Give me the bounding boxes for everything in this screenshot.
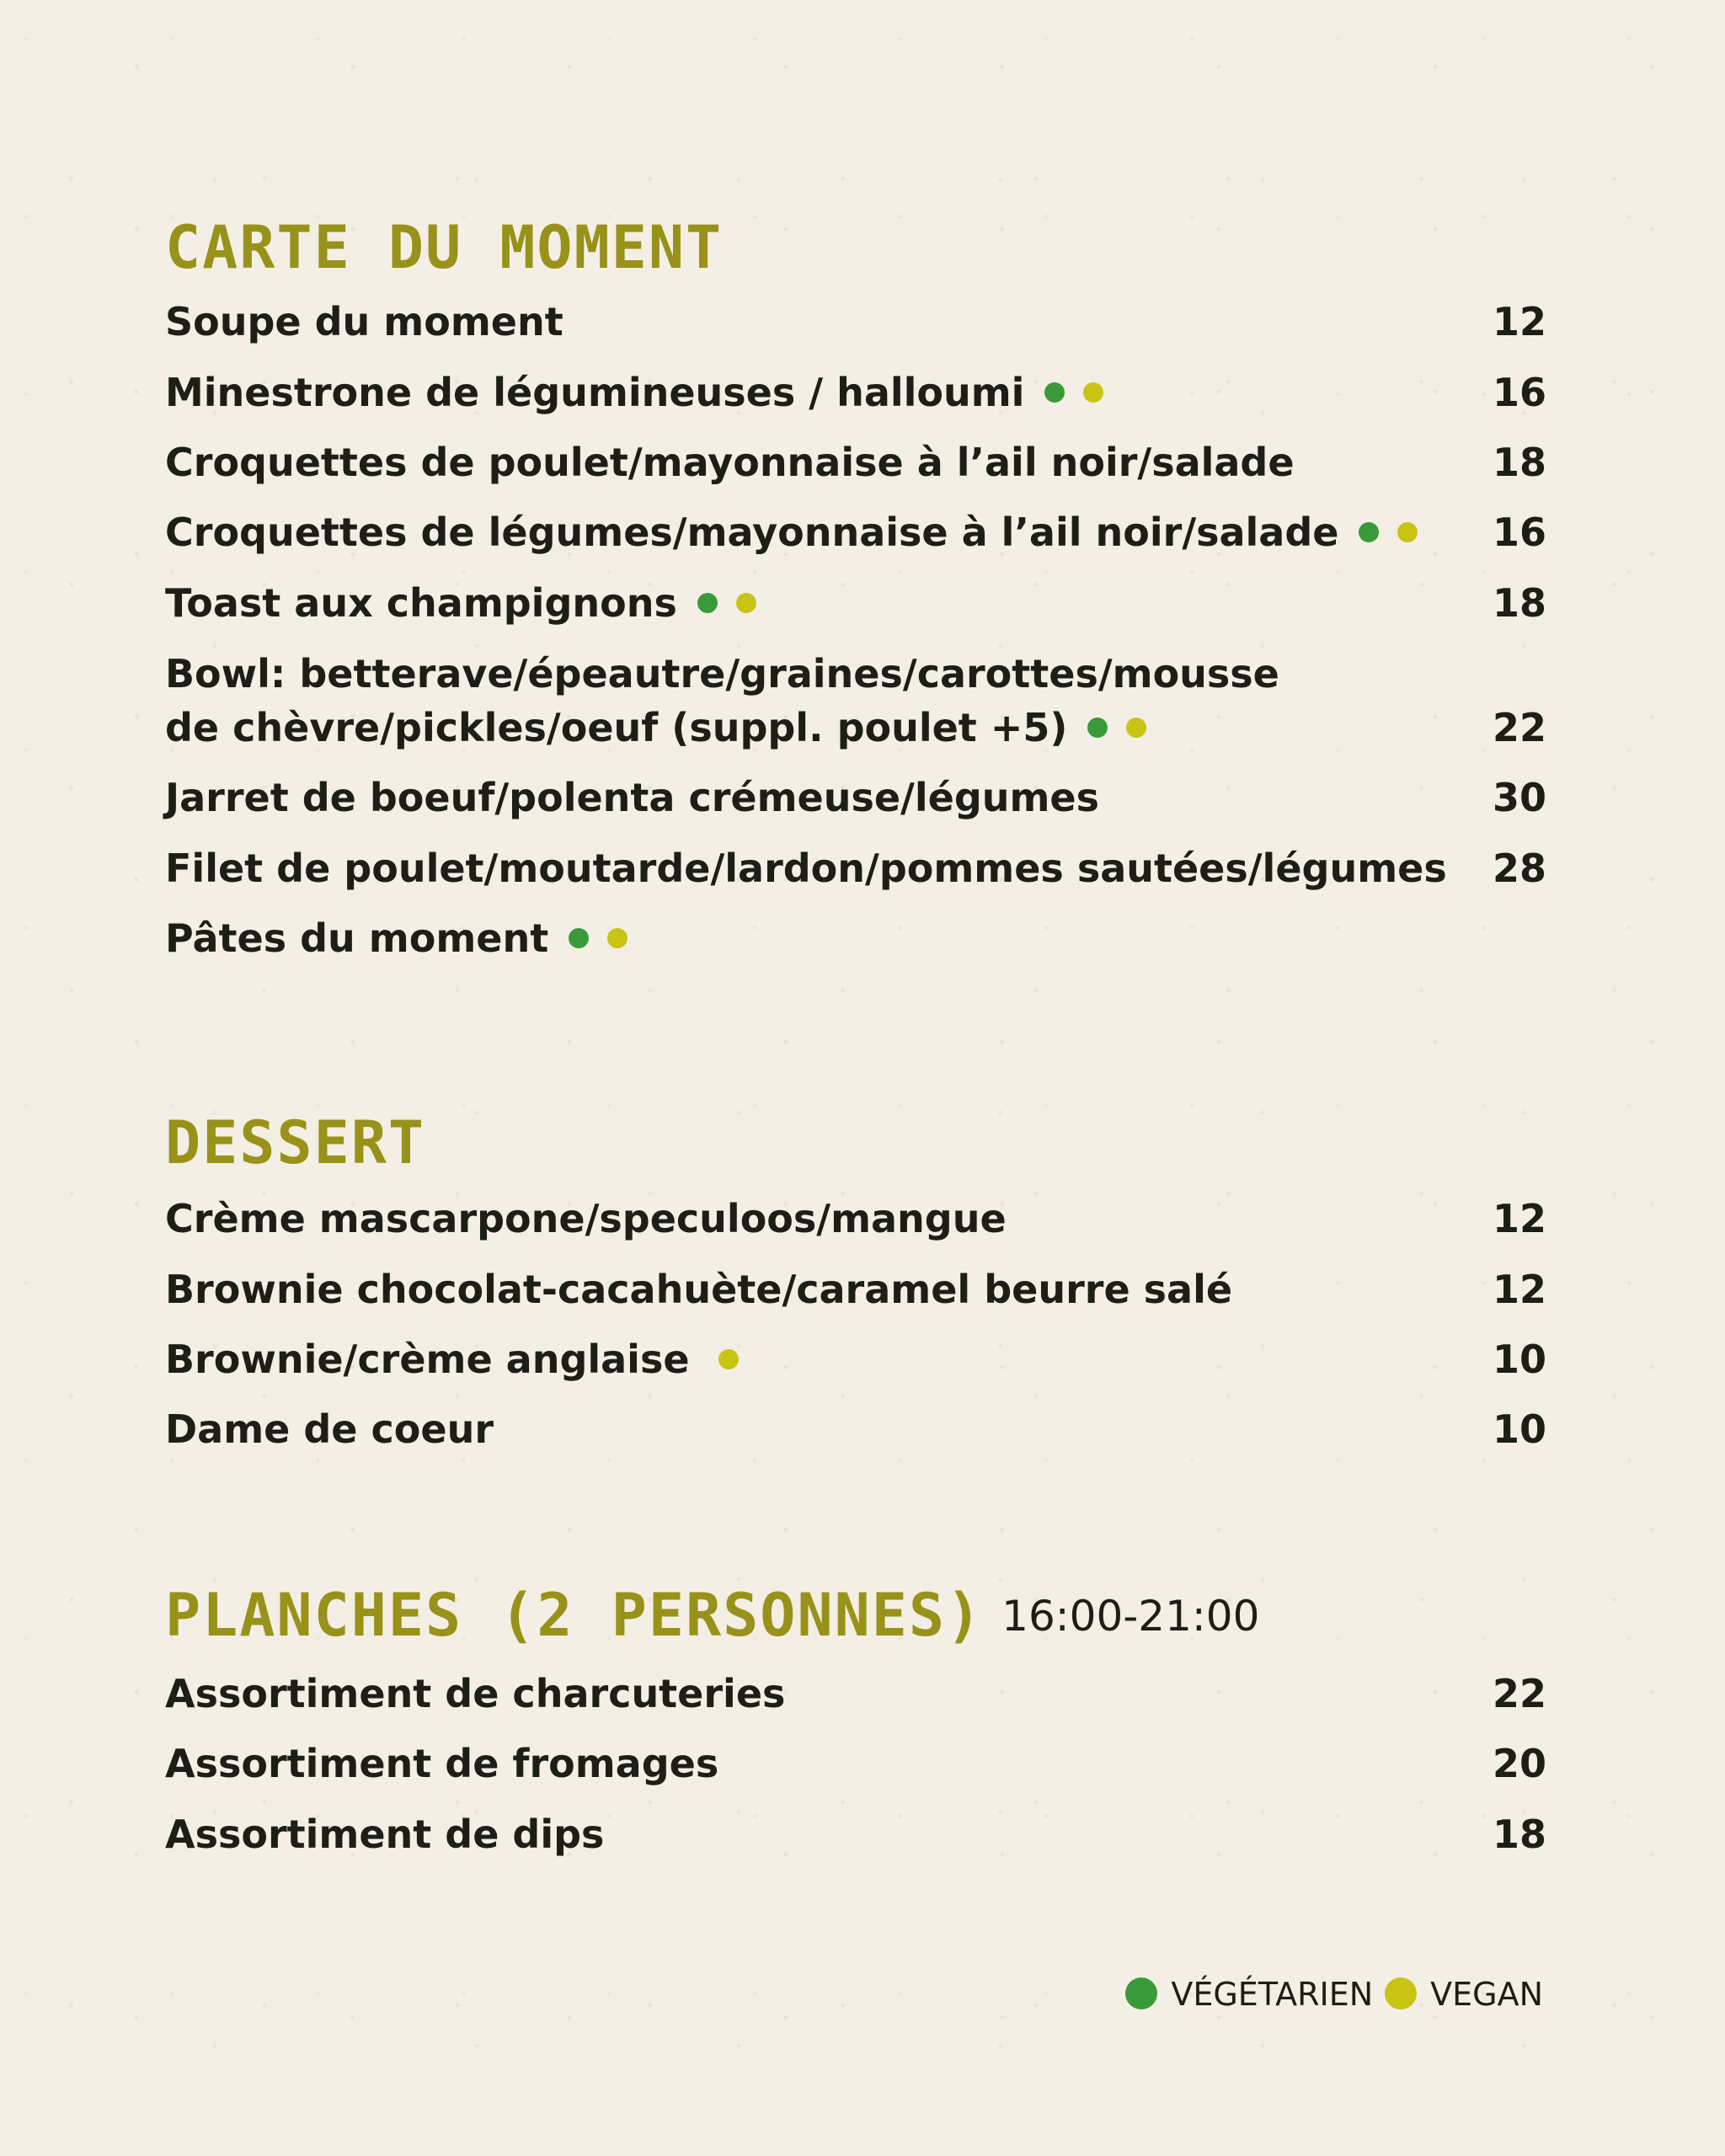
item-price: 22 [1492, 1671, 1546, 1716]
vegan-dot-icon [718, 1349, 739, 1369]
menu-item-brownie-cacahuete [165, 1262, 1546, 1316]
vegan-dot-icon [1397, 522, 1418, 542]
item-price: 10 [1492, 1406, 1546, 1452]
menu-item-croquettes-poulet [165, 435, 1546, 489]
item-name: Dame de coeur [165, 1406, 494, 1452]
menu-item-fromages [165, 1737, 1546, 1790]
section-title-dessert: DESSERT [165, 1108, 426, 1177]
legend-vegan-label: VEGAN [1430, 1976, 1543, 2013]
item-name: Brownie chocolat-cacahuète/caramel beurre salé [165, 1267, 1233, 1312]
item-price: 10 [1492, 1337, 1546, 1382]
menu-item-toast [165, 576, 1546, 630]
item-name-line1: Bowl: betterave/épeautre/graines/carottes/mousse [165, 651, 1279, 696]
vegetarian-dot-icon [1087, 718, 1108, 738]
planches-title-text: PLANCHES (2 PERSONNES) [165, 1581, 984, 1650]
vegan-dot-icon [736, 593, 756, 613]
vegan-dot-icon [1385, 1977, 1417, 2009]
item-name-line2: de chèvre/pickles/oeuf (suppl. poulet +5) [165, 705, 1068, 750]
vegan-dot-icon [607, 928, 628, 948]
item-price: 20 [1492, 1741, 1546, 1786]
menu-item-brownie-anglaise [165, 1332, 1546, 1386]
vegetarian-dot-icon [569, 928, 589, 948]
item-price: 12 [1492, 1267, 1546, 1312]
item-name: Croquettes de légumes/mayonnaise à l’ail noir/salade [165, 510, 1339, 555]
menu-item-charcuteries [165, 1667, 1546, 1721]
planches-hours: 16:00-21:00 [1001, 1592, 1260, 1641]
menu-item-dips [165, 1807, 1546, 1861]
vegan-dot-icon [1126, 718, 1146, 738]
legend-vegetarian-label: VÉGÉTARIEN [1171, 1976, 1374, 2013]
menu-item-soupe [165, 295, 1546, 349]
menu-item-pates [165, 911, 1546, 965]
item-name: Minestrone de légumineuses / halloumi [165, 370, 1025, 415]
item-name: Crème mascarpone/speculoos/mangue [165, 1196, 1007, 1241]
item-name: Soupe du moment [165, 299, 563, 344]
item-price: 16 [1492, 370, 1546, 415]
item-name: Assortiment de charcuteries [165, 1671, 786, 1716]
item-name: Assortiment de fromages [165, 1741, 719, 1786]
menu-item-dame-de-coeur [165, 1402, 1546, 1456]
item-name: Jarret de boeuf/polenta crémeuse/légumes [165, 775, 1100, 820]
item-price: 18 [1492, 440, 1546, 485]
item-price: 30 [1492, 775, 1546, 820]
item-name: Croquettes de poulet/mayonnaise à l’ail noir/salade [165, 440, 1295, 485]
diet-legend [1125, 1972, 1543, 2016]
vegetarian-dot-icon [1044, 382, 1065, 403]
item-price: 12 [1492, 299, 1546, 344]
item-name: Brownie/crème anglaise [165, 1337, 690, 1382]
menu-item-bowl [165, 647, 1546, 755]
item-price: 22 [1492, 705, 1546, 750]
menu-item-filet-poulet [165, 841, 1546, 895]
item-name: Toast aux champignons [165, 580, 677, 626]
item-name: Assortiment de dips [165, 1812, 605, 1857]
vegetarian-dot-icon [697, 593, 718, 613]
item-name: Pâtes du moment [165, 915, 549, 961]
vegetarian-dot-icon [1359, 522, 1379, 542]
section-title-planches [165, 1582, 1259, 1650]
section-title-carte: CARTE DU MOMENT [165, 213, 724, 282]
item-price: 28 [1492, 846, 1546, 891]
menu-item-croquettes-legumes [165, 505, 1546, 559]
menu-item-jarret [165, 771, 1546, 825]
item-price: 18 [1492, 580, 1546, 626]
menu-item-minestrone [165, 366, 1546, 419]
vegan-dot-icon [1083, 382, 1103, 403]
item-name: Filet de poulet/moutarde/lardon/pommes sautées/légumes [165, 846, 1447, 891]
vegetarian-dot-icon [1125, 1977, 1157, 2009]
item-price: 16 [1492, 510, 1546, 555]
item-price: 18 [1492, 1812, 1546, 1857]
menu-item-creme-mascarpone [165, 1192, 1546, 1246]
item-price: 12 [1492, 1196, 1546, 1241]
